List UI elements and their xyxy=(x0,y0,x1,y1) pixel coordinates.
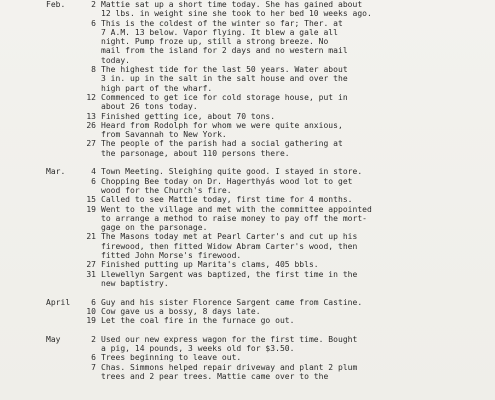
entry-indent xyxy=(46,74,101,83)
entry-day: 4 xyxy=(91,167,96,177)
diary-entry-continuation xyxy=(46,214,372,223)
entry-day: 27 xyxy=(86,260,96,270)
diary-entry-continuation xyxy=(46,37,372,46)
diary-entry xyxy=(46,335,372,344)
diary-entry-continuation xyxy=(46,186,372,195)
diary-entry-continuation xyxy=(46,46,372,55)
entry-text: a pig, 14 pounds, 3 weeks old for $3.50. xyxy=(101,343,295,353)
diary-entry xyxy=(46,260,372,269)
entry-text: Went to the village and met with the committee appointed xyxy=(101,204,372,214)
entry-indent xyxy=(46,223,101,232)
entry-month xyxy=(46,19,80,28)
entry-indent xyxy=(46,372,101,381)
diary-entry-continuation xyxy=(46,251,372,260)
entry-indent xyxy=(46,84,101,93)
entry-text: to arrange a method to raise money to pay off the mort- xyxy=(101,213,368,223)
entry-indent xyxy=(46,242,101,251)
entry-text: wood for the Church's fire. xyxy=(101,185,232,195)
entry-month xyxy=(46,65,80,74)
diary-entry-continuation xyxy=(46,84,372,93)
diary-entry xyxy=(46,0,372,9)
entry-text: mail from the island for 2 days and no western mail xyxy=(101,46,348,56)
diary-entry-continuation xyxy=(46,372,372,381)
entry-text: 7 A.M. 13 below. Vapor flying. It blew a gale all xyxy=(101,27,338,37)
entry-indent xyxy=(46,279,101,288)
diary-entry xyxy=(46,121,372,130)
entry-day: 31 xyxy=(86,269,96,279)
entry-day: 6 xyxy=(91,176,96,186)
entry-day: 21 xyxy=(86,232,96,242)
diary-entry-continuation xyxy=(46,279,372,288)
entry-day: 10 xyxy=(86,306,96,316)
entry-month xyxy=(46,363,80,372)
entry-month: May xyxy=(46,334,61,344)
entry-day: 13 xyxy=(86,111,96,121)
diary-entry-continuation xyxy=(46,242,372,251)
entry-day: 6 xyxy=(91,353,96,363)
entry-month xyxy=(46,121,80,130)
entry-gap xyxy=(46,288,372,297)
entry-day: 8 xyxy=(91,65,96,75)
diary-entry-continuation xyxy=(46,223,372,232)
entry-month: Feb. xyxy=(46,0,66,9)
diary-entry xyxy=(46,195,372,204)
entry-indent xyxy=(46,56,101,65)
diary-entry xyxy=(46,316,372,325)
diary-entry xyxy=(46,112,372,121)
entry-day: 12 xyxy=(86,92,96,102)
entry-text: new baptistry. xyxy=(101,278,169,288)
entry-text: This is the coldest of the winter so far; Ther. at xyxy=(101,18,343,28)
entry-month xyxy=(46,353,80,362)
entry-month: April xyxy=(46,297,71,307)
entry-month xyxy=(46,177,80,186)
entry-day: 2 xyxy=(91,0,96,9)
entry-month xyxy=(46,260,80,269)
diary-entry xyxy=(46,139,372,148)
entry-month xyxy=(46,139,80,148)
entry-indent xyxy=(46,251,101,260)
entry-indent xyxy=(46,214,101,223)
diary-entry-continuation xyxy=(46,344,372,353)
entry-text: Town Meeting. Sleighing quite good. I stayed in store. xyxy=(101,167,363,177)
diary-entry-continuation xyxy=(46,56,372,65)
diary-entry xyxy=(46,177,372,186)
entry-text: The highest tide for the last 50 years. Water about xyxy=(101,65,348,75)
entry-day: 19 xyxy=(86,316,96,326)
entry-text: from Savannah to New York. xyxy=(101,130,227,140)
entry-text: firewood, then fitted Widow Abram Carter's wood, then xyxy=(101,241,358,251)
entry-indent xyxy=(46,102,101,111)
entry-text: Chopping Bee today on Dr. Hagerthyás wood lot to get xyxy=(101,176,353,186)
diary-entry xyxy=(46,270,372,279)
entry-day: 2 xyxy=(91,334,96,344)
entry-text: The Masons today met at Pearl Carter's and cut up his xyxy=(101,232,358,242)
entry-gap xyxy=(46,158,372,167)
entry-month xyxy=(46,112,80,121)
diary-entry-continuation xyxy=(46,130,372,139)
entry-text: fitted John Morse's firewood. xyxy=(101,251,242,261)
diary-entry-continuation xyxy=(46,149,372,158)
entry-text: 3 in. up in the salt in the salt house and over the xyxy=(101,74,348,84)
entry-text: gage on the parsonage. xyxy=(101,223,208,233)
entry-text: about 26 tons today. xyxy=(101,102,198,112)
entry-text: trees and 2 pear trees. Mattie came over to the xyxy=(101,371,329,381)
diary-entry-continuation xyxy=(46,9,372,18)
entry-indent xyxy=(46,37,101,46)
entry-text: Heard from Rodolph for whom we were quite anxious, xyxy=(101,120,343,130)
entry-month xyxy=(46,195,80,204)
entry-month xyxy=(46,93,80,102)
entry-text: Used our new express wagon for the first time. Bought xyxy=(101,334,358,344)
entry-month xyxy=(46,270,80,279)
diary-entry xyxy=(46,19,372,28)
entry-text: Let the coal fire in the furnace go out. xyxy=(101,316,295,326)
entry-month xyxy=(46,232,80,241)
entry-text: 12 lbs. in weight sine she took to her bed 10 weeks ago. xyxy=(101,9,372,19)
entry-indent xyxy=(46,46,101,55)
diary-entry xyxy=(46,353,372,362)
entry-month: Mar. xyxy=(46,167,66,177)
entry-text: today. xyxy=(101,55,131,65)
diary-entry-continuation xyxy=(46,74,372,83)
entry-text: Trees beginning to leave out. xyxy=(101,353,242,363)
entry-text: Cow gave us a bossy, 8 days late. xyxy=(101,306,261,316)
entry-text: Chas. Simmons helped repair driveway and plant 2 plum xyxy=(101,362,358,372)
entry-text: high part of the wharf. xyxy=(101,83,213,93)
entry-text: Llewellyn Sargent was baptized, the first time in the xyxy=(101,269,358,279)
entry-text: Mattie sat up a short time today. She has gained about xyxy=(101,0,363,9)
diary-entry xyxy=(46,307,372,316)
entry-month xyxy=(46,307,80,316)
diary-entry xyxy=(46,167,372,176)
entry-indent xyxy=(46,149,101,158)
diary-entry-continuation xyxy=(46,102,372,111)
diary-entry xyxy=(46,298,372,307)
entry-text: night. Pump froze up, still a strong breeze. No xyxy=(101,37,329,47)
entry-gap xyxy=(46,325,372,334)
entry-text: The people of the parish had a social gathering at xyxy=(101,139,343,149)
entry-text: Called to see Mattie today, first time for 4 months. xyxy=(101,195,353,205)
diary-entry xyxy=(46,363,372,372)
entry-indent xyxy=(46,9,101,18)
entry-text: Guy and his sister Florence Sargent came from Castine. xyxy=(101,297,363,307)
entry-day: 6 xyxy=(91,18,96,28)
diary-entries xyxy=(46,0,372,381)
diary-entry-continuation xyxy=(46,28,372,37)
entry-indent xyxy=(46,130,101,139)
entry-indent xyxy=(46,344,101,353)
entry-text: Finished putting up Marita's clams, 405 bbls. xyxy=(101,260,319,270)
entry-month xyxy=(46,205,80,214)
entry-day: 26 xyxy=(86,120,96,130)
entry-day: 19 xyxy=(86,204,96,214)
entry-day: 6 xyxy=(91,297,96,307)
entry-text: Finished getting ice, about 70 tons. xyxy=(101,111,276,121)
diary-entry xyxy=(46,205,372,214)
entry-indent xyxy=(46,186,101,195)
diary-entry xyxy=(46,65,372,74)
entry-day: 7 xyxy=(91,362,96,372)
entry-indent xyxy=(46,28,101,37)
diary-entry xyxy=(46,93,372,102)
entry-text: Commenced to get ice for cold storage house, put in xyxy=(101,92,348,102)
entry-day: 15 xyxy=(86,195,96,205)
entry-text: the parsonage, about 110 persons there. xyxy=(101,148,290,158)
diary-entry xyxy=(46,232,372,241)
entry-day: 27 xyxy=(86,139,96,149)
entry-month xyxy=(46,316,80,325)
